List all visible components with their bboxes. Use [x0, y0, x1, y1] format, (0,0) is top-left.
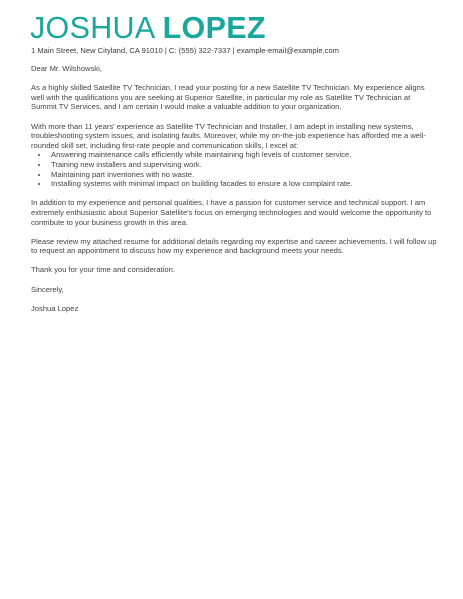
- contact-line: 1 Main Street, New Cityland, CA 91010 | C: (555) 322-7337 | example-email@example.com: [31, 46, 339, 55]
- letter-body: [31, 64, 437, 323]
- applicant-name: [30, 11, 266, 45]
- skill-item: • Training new installers and supervising work.: [49, 160, 437, 170]
- paragraph-experience: With more than 11 years' experience as Satellite TV Technician and Installer, I am adept in installing new systems, troubleshooting system issues, and isolating faults. Moreover, while my on-the-job experience has afforded me a well-rounded skill set, including first-rate people and communication skills, I excel at:: [31, 121, 426, 150]
- last-name: LOPEZ: [162, 11, 266, 45]
- paragraph-follow-up: Please review my attached resume for additional details regarding my expertise and career achievements. I will follow up to request an appointment to discuss how my experience and background meets your needs.: [31, 236, 437, 256]
- skill-item: • Answering maintenance calls efficiently while maintaining high levels of customer service.: [49, 150, 437, 160]
- paragraph-thanks: Thank you for your time and consideration.: [31, 265, 175, 275]
- phone: C: (555) 322-7337: [168, 46, 231, 55]
- skills-list: [31, 150, 437, 188]
- salutation: Dear Mr. Wilshowski,: [31, 64, 102, 73]
- address: 1 Main Street, New Cityland, CA 91010: [31, 46, 163, 55]
- email: example-email@example.com: [236, 46, 339, 55]
- skill-item: • Installing systems with minimal impact on building facades to ensure a low complaint rate.: [49, 179, 437, 189]
- paragraph-qualities: In addition to my experience and personal qualities, I have a passion for customer service and technical support. I am extremely enthusiastic about Superior Satellite's focus on emerging technologies and would welcome the opportunity to contribute to your business growth in this area.: [31, 198, 432, 227]
- closing: Sincerely,: [31, 284, 64, 294]
- signature: Joshua Lopez: [31, 303, 79, 313]
- first-name: JOSHUA: [30, 11, 154, 45]
- paragraph-intro: As a highly skilled Satellite TV Technician, I read your posting for a new Satellite TV Technician. My experience aligns well with the qualifications you are seeking at Superior Satellite, in particular my role as Satellite TV Technician at Summit TV Services, and I am certain I would make a valuable addition to your organization.: [31, 83, 425, 112]
- skill-item: • Maintaining part inventories with no waste.: [49, 170, 437, 180]
